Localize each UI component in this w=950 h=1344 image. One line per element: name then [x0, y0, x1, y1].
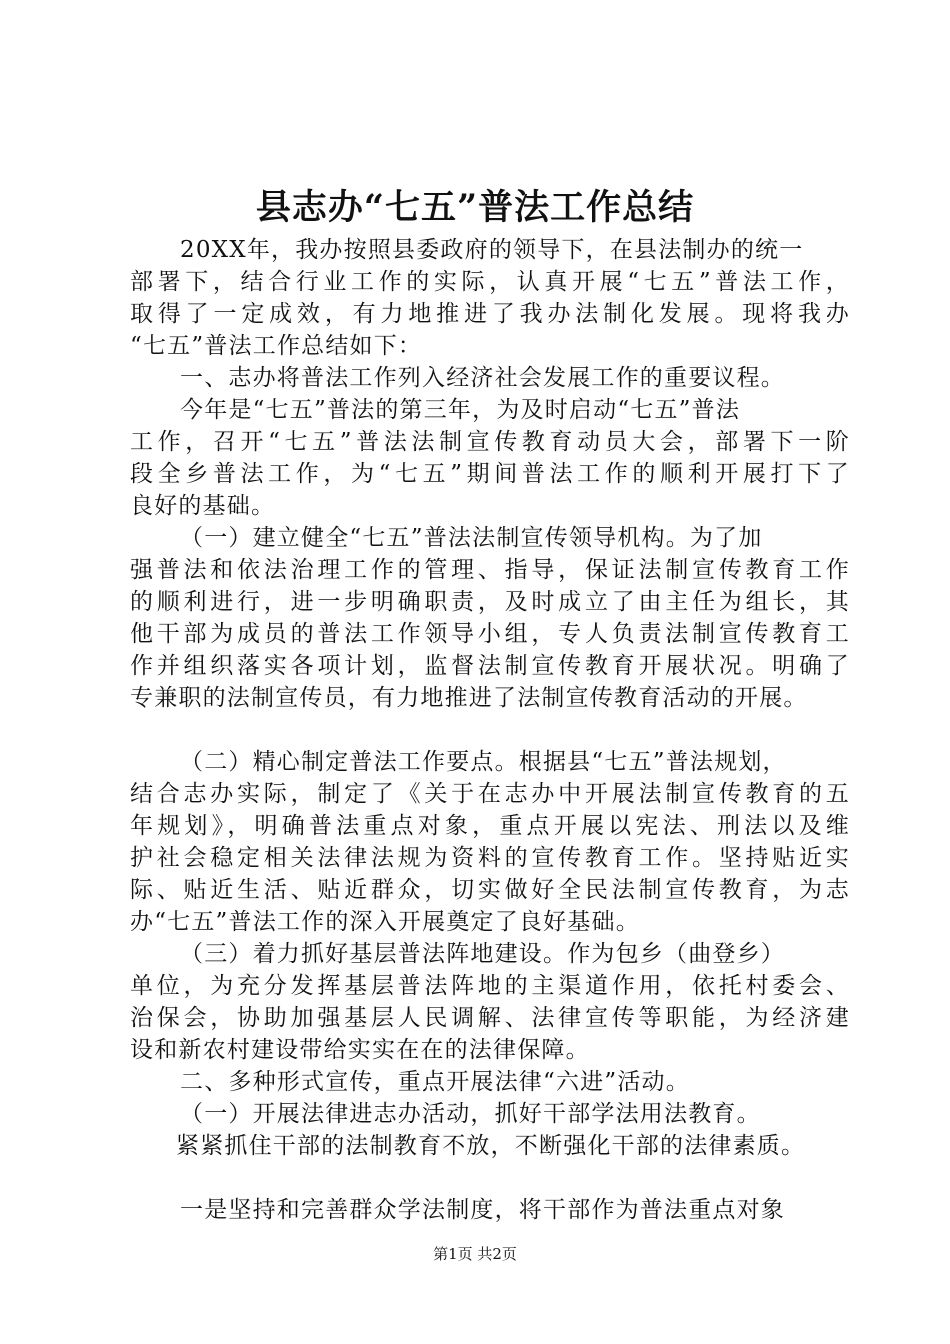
text-line: 二、多种形式宣传，重点开展法律“六进”活动。 [180, 1069, 690, 1095]
text-line: （一）建立健全“七五”普法法制宣传领导机构。为了加 [180, 525, 763, 551]
text-line: 办“七五”普法工作的深入开展奠定了良好基础。 [130, 909, 640, 935]
text-line: 他干部为成员的普法工作领导小组，专人负责法制宣传教育工 [130, 621, 850, 647]
text-line: 护社会稳定相关法律法规为资料的宣传教育工作。坚持贴近实 [130, 845, 850, 871]
text-line: 取得了一定成效，有力地推进了我办法制化发展。现将我办 [130, 301, 850, 327]
text-line: “七五”普法工作总结如下： [130, 333, 423, 359]
text-line: 一是坚持和完善群众学法制度，将干部作为普法重点对象 [180, 1197, 785, 1223]
text-line: 治保会，协助加强基层人民调解、法律宣传等职能，为经济建 [130, 1005, 850, 1031]
text-line: 今年是“七五”普法的第三年，为及时启动“七五”普法 [180, 397, 741, 423]
document-title: 县志办“七五”普法工作总结 [255, 187, 695, 228]
text-line: 段全乡普法工作，为“七五”期间普法工作的顺利开展打下了 [130, 461, 850, 487]
text-line: （一）开展法律进志办活动，抓好干部学法用法教育。 [180, 1101, 761, 1127]
text-line: 一、志办将普法工作列入经济社会发展工作的重要议程。 [180, 365, 785, 391]
text-line: 部署下，结合行业工作的实际，认真开展“七五”普法工作， [130, 269, 850, 295]
text-line: 际、贴近生活、贴近群众，切实做好全民法制宣传教育，为志 [130, 877, 850, 903]
text-line: 设和新农村建设带给实实在在的法律保障。 [130, 1037, 590, 1063]
text-line: 20XX年，我办按照县委政府的领导下，在县法制办的统一 [180, 237, 804, 263]
page-footer: 第1页 共2页 [433, 1245, 517, 1263]
text-line: 结合志办实际，制定了《关于在志办中开展法制宣传教育的五 [130, 781, 850, 807]
blank-line [130, 1162, 850, 1194]
document-body [130, 234, 850, 1226]
text-line: 良好的基础。 [130, 493, 276, 519]
text-line: （三）着力抓好基层普法阵地建设。作为包乡（曲登乡） [180, 941, 785, 967]
text-line: 工作，召开“七五”普法法制宣传教育动员大会，部署下一阶 [130, 429, 850, 455]
text-line: 作并组织落实各项计划，监督法制宣传教育开展状况。明确了 [130, 653, 850, 679]
text-line: 强普法和依法治理工作的管理、指导，保证法制宣传教育工作 [130, 557, 850, 583]
text-line: （二）精心制定普法工作要点。根据县“七五”普法规划， [180, 749, 787, 775]
text-line: 年规划》，明确普法重点对象，重点开展以宪法、刑法以及维 [130, 813, 850, 839]
text-line: 紧紧抓住干部的法制教育不放，不断强化干部的法律素质。 [176, 1133, 806, 1159]
blank-line [130, 714, 850, 746]
text-line: 专兼职的法制宣传员，有力地推进了法制宣传教育活动的开展。 [130, 685, 808, 711]
text-line: 单位，为充分发挥基层普法阵地的主渠道作用，依托村委会、 [130, 973, 850, 999]
text-line: 的顺利进行，进一步明确职责，及时成立了由主任为组长，其 [130, 589, 850, 615]
